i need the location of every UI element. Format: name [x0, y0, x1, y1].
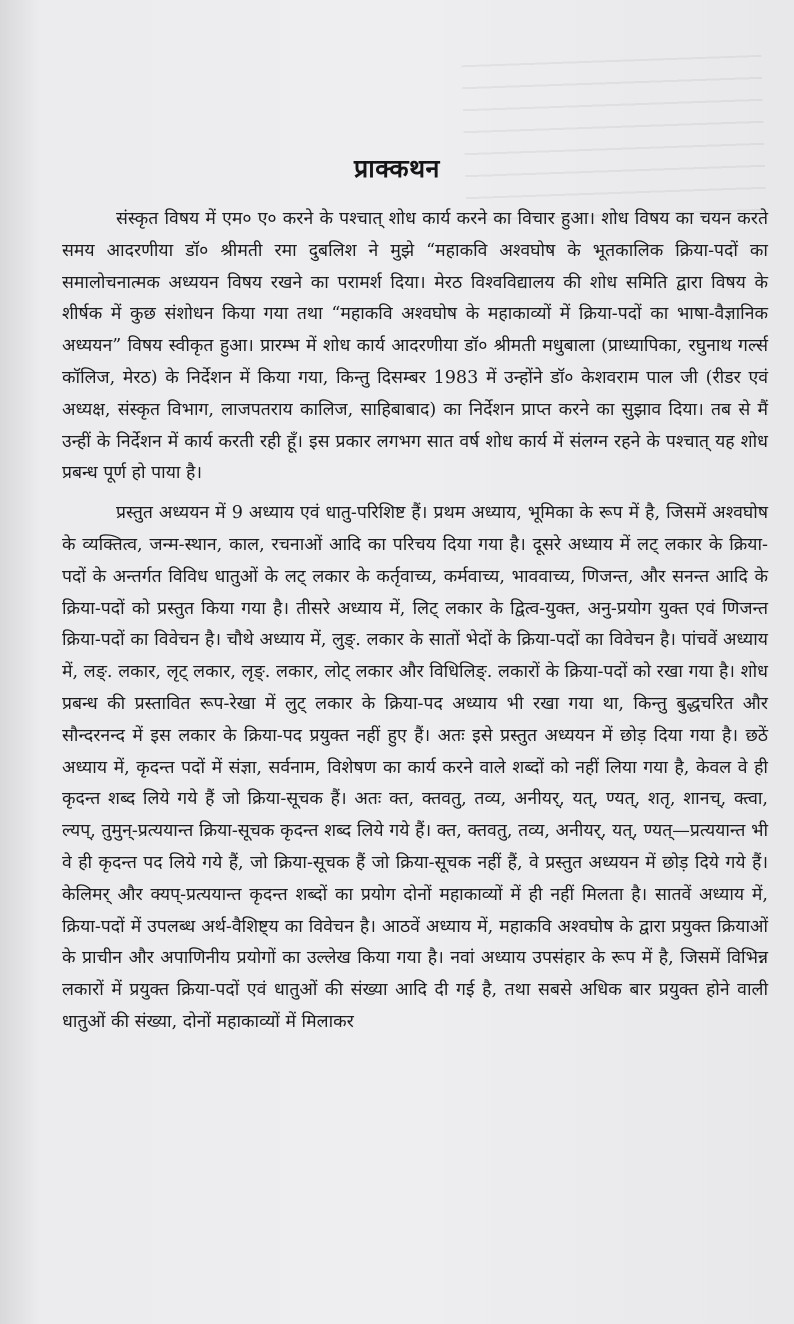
paragraph-intro: संस्कृत विषय में एम० ए० करने के पश्चात् शोध कार्य करने का विचार हुआ। शोध विषय का चयन करते समय आदरणीया डॉ० श्रीमती रमा दुबलिश ने मुझे “महाकवि अश्वघोष के भूतकालिक क्रिया-पदों का समालोचनात्मक अध्ययन विषय रखने का परामर्श दिया। मेरठ विश्वविद्यालय की शोध समिति द्वारा विषय के शीर्षक में कुछ संशोधन किया गया तथा “महाकवि अश्वघोष के महाकाव्यों में क्रिया-पदों का भाषा-वैज्ञानिक अध्ययन” विषय स्वीकृत हुआ। प्रारम्भ में शोध कार्य आदरणीया डॉ० श्रीमती मधुबाला (प्राध्यापिका, रघुनाथ गर्ल्स कॉलिज, मेरठ) के निर्देशन में किया गया, किन्तु दिसम्बर 1983 में उन्होंने डॉ० केशवराम पाल जी (रीडर एवं अध्यक्ष, संस्कृत विभाग, लाजपतराय कालिज, साहिबाबाद) का निर्देशन प्राप्त करने का सुझाव दिया। तब से मैं उन्हीं के निर्देशन में कार्य करती रही हूँ। इस प्रकार लगभग सात वर्ष शोध कार्य में संलग्न रहने के पश्चात् यह शोध प्रबन्ध पूर्ण हो पाया है।	[62, 209, 768, 484]
page-title: प्राक्कथन	[354, 153, 440, 183]
body-text	[62, 204, 768, 1039]
paragraph-chapters: प्रस्तुत अध्ययन में 9 अध्याय एवं धातु-परिशिष्ट हैं। प्रथम अध्याय, भूमिका के रूप में है, जिसमें अश्वघोष के व्यक्तित्व, जन्म-स्थान, काल, रचनाओं आदि का परिचय दिया गया है। दूसरे अध्याय में लट् लकार के क्रिया-पदों के अन्तर्गत विविध धातुओं के लट् लकार के कर्तृवाच्य, कर्मवाच्य, भाववाच्य, णिजन्त, और सनन्त आदि के क्रिया-पदों को प्रस्तुत किया गया है। तीसरे अध्याय में, लिट् लकार के द्वित्व-युक्त, अनु-प्रयोग युक्त एवं णिजन्त क्रिया-पदों का विवेचन है। चौथे अध्याय में, लुङ्. लकार के सातों भेदों के क्रिया-पदों का विवेचन है। पांचवें अध्याय में, लङ्. लकार, लृट् लकार, लृङ्. लकार, लोट् लकार और विधिलिङ्. लकारों के क्रिया-पदों को रखा गया है। शोध प्रबन्ध की प्रस्तावित रूप-रेखा में लुट् लकार के क्रिया-पद अध्याय भी रखा गया था, किन्तु बुद्धचरित और सौन्दरनन्द में इस लकार के क्रिया-पद प्रयुक्त नहीं हुए हैं। अतः इसे प्रस्तुत अध्ययन में छोड़ दिया गया है। छठें अध्याय में, कृदन्त पदों में संज्ञा, सर्वनाम, विशेषण का कार्य करने वाले शब्दों को नहीं लिया गया है, केवल वे ही कृदन्त शब्द लिये गये हैं जो क्रिया-सूचक हैं। अतः क्त, क्तवतु, तव्य, अनीयर्, यत्, ण्यत्, शतृ, शानच्, क्त्वा, ल्यप्, तुमुन्-प्रत्ययान्त क्रिया-सूचक कृदन्त शब्द लिये गये हैं। क्त, क्तवतु, तव्य, अनीयर्, यत्, ण्यत्—प्रत्ययान्त भी वे ही कृदन्त पद लिये गये हैं, जो क्रिया-सूचक हैं जो क्रिया-सूचक नहीं हैं, वे प्रस्तुत अध्ययन में छोड़ दिये गये हैं। केलिमर् और क्यप्-प्रत्ययान्त कृदन्त शब्दों का प्रयोग दोनों महाकाव्यों में ही नहीं मिलता है। सातवें अध्याय में, क्रिया-पदों में उपलब्ध अर्थ-वैशिष्ट्य का विवेचन है। आठवें अध्याय में, महाकवि अश्वघोष के द्वारा प्रयुक्त क्रियाओं के प्राचीन और अपाणिनीय प्रयोगों का उल्लेख किया गया है। नवां अध्याय उपसंहार के रूप में है, जिसमें विभिन्न लकारों में प्रयुक्त क्रिया-पदों एवं धातुओं की संख्या आदि दी गई है, तथा सबसे अधिक बार प्रयुक्त होने वाली धातुओं की संख्या, दोनों महाकाव्यों में मिलाकर	[62, 503, 768, 1032]
show-through-text	[461, 55, 766, 225]
